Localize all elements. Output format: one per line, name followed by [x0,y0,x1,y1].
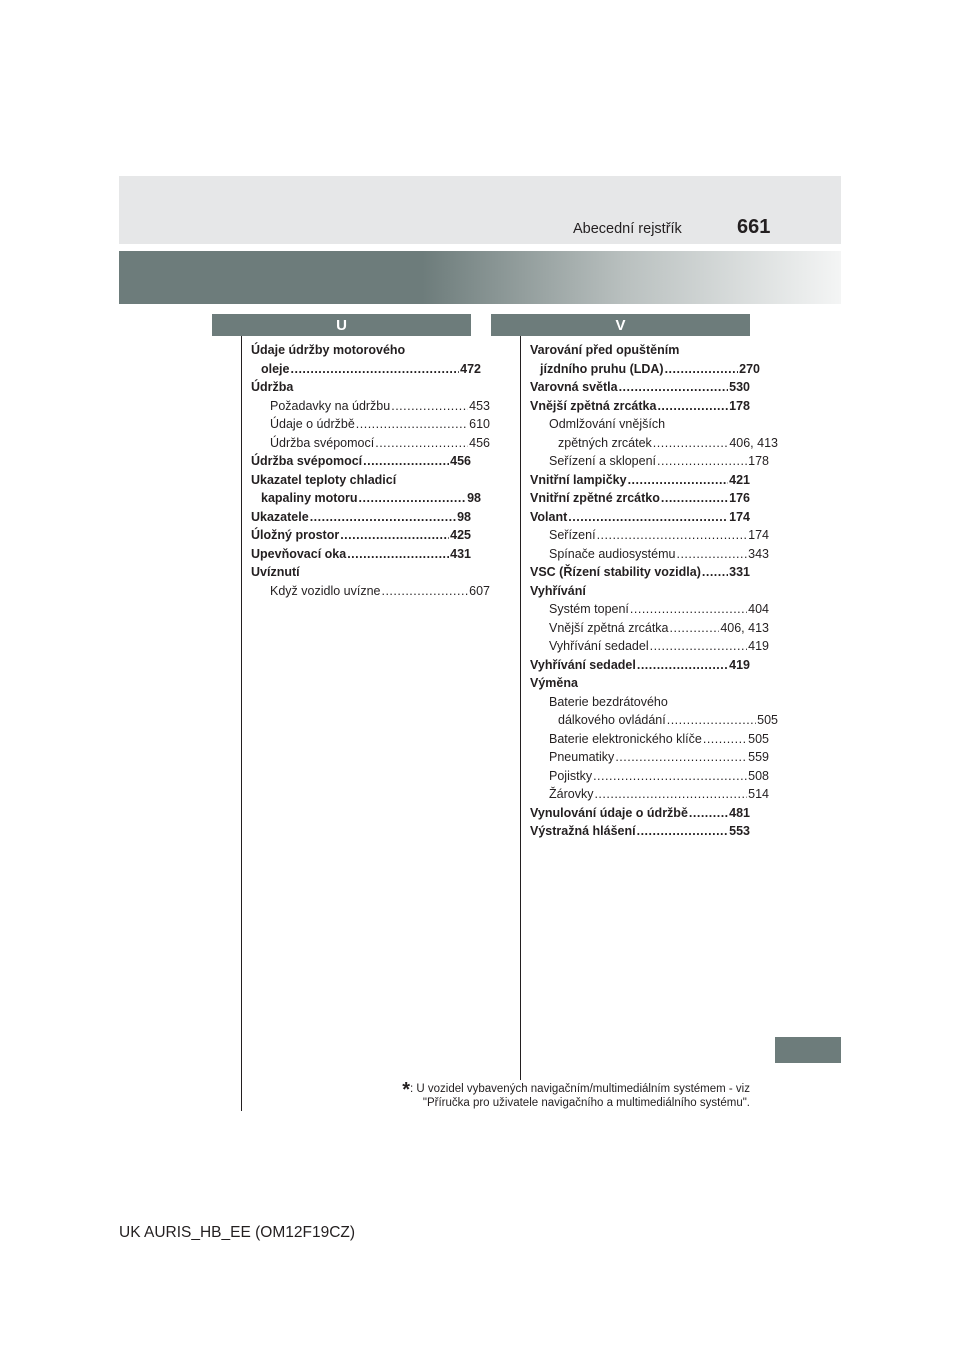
index-entry-term: Upevňovací oka [251,546,347,561]
index-entry [530,767,769,786]
index-entry-page: 456 [450,454,471,468]
index-entry [251,563,471,582]
index-entry-page: 98 [457,509,471,524]
index-entry [530,693,750,712]
dot-leader [363,452,449,471]
index-entry [530,748,769,767]
index-entry-page: 431 [450,546,471,561]
index-entry-page: 98 [467,491,481,505]
index-entry-page: 505 [757,713,778,727]
dot-leader [597,526,748,545]
index-column-u [251,341,490,600]
index-entry [530,637,769,656]
index-entry-page: 176 [729,491,750,505]
dot-leader [653,434,729,453]
index-entry-term: zpětných zrcátek [558,435,652,450]
index-entry [251,415,490,434]
index-entry [530,785,769,804]
index-entry-page: 508 [748,768,769,783]
index-entry [530,397,750,416]
dot-leader [391,397,468,416]
dot-leader [657,452,747,471]
index-entry [251,526,471,545]
dot-leader [310,508,456,527]
index-entry [530,656,750,675]
index-entry [530,360,760,379]
index-entry [530,434,778,453]
index-entry [251,397,490,416]
section-header-u: U [212,314,471,336]
index-entry-term: Údržba [251,380,294,394]
index-entry-term: VSC (Řízení stability vozidla) [530,565,701,579]
document-code: UK AURIS_HB_EE (OM12F19CZ) [119,1224,356,1241]
index-entry-term: Pojistky [549,768,593,783]
index-entry-page: 419 [729,657,750,672]
index-entry [530,545,769,564]
footnote-star: * [402,1079,410,1101]
index-entry [251,452,471,471]
index-entry-page: 404 [748,602,769,616]
dot-leader [657,397,728,416]
dot-leader [381,582,468,601]
index-entry-page: 530 [729,380,750,394]
index-entry-term: Vyhřívání [530,583,586,598]
index-entry-page: 178 [748,454,769,468]
dot-leader [340,526,449,545]
index-entry [530,711,778,730]
thumb-index-tab [775,1037,841,1063]
index-entry [530,341,750,360]
index-entry-page: 514 [748,787,769,801]
index-entry-page: 559 [748,750,769,764]
index-entry [530,600,769,619]
index-entry [251,545,471,564]
index-entry [251,582,490,601]
index-entry [530,471,750,490]
index-entry-page: 419 [748,639,769,653]
index-entry [530,563,750,582]
index-entry [251,471,471,490]
index-entry-term: Varování před opuštěním [530,343,680,357]
index-entry [251,360,481,379]
index-entry [251,489,481,508]
index-entry-term: Požadavky na údržbu [270,398,391,413]
index-entry-page: 607 [469,583,490,598]
index-entry-term: Údržba svépomocí [251,454,363,468]
index-entry-page: 331 [729,565,750,579]
index-entry-term: Údaje údržby motorového [251,343,406,357]
dot-leader [676,545,747,564]
index-entry-term: Vyhřívání sedadel [530,657,636,672]
dot-leader [630,600,747,619]
section-header-v: V [491,314,750,336]
index-entry-term: Volant [530,509,568,524]
index-entry-term: Údržba svépomocí [270,435,375,450]
column-divider-middle [520,336,521,1080]
index-entry [530,378,750,397]
footnote-line-2: "Příručka pro uživatele navigačního a multimediálního systému". [422,1097,750,1109]
index-entry [530,804,750,823]
index-entry [530,508,750,527]
index-entry [530,452,769,471]
index-entry-term: Ukazatele [251,509,309,524]
index-entry-page: 343 [748,546,769,561]
index-entry-term: Vnitřní lampičky [530,472,627,487]
dot-leader [703,730,747,749]
column-divider-left [241,336,242,1111]
index-entry-term: Vynulování údaje o údržbě [530,805,688,820]
dot-leader [667,711,756,730]
index-entry-page: 481 [729,805,750,820]
page-title: Abecední rejstřík [573,221,682,237]
index-entry-term: Baterie bezdrátového [549,694,668,709]
dot-leader [637,656,728,675]
dot-leader [661,489,728,508]
index-entry [530,822,750,841]
page-number: 661 [737,216,771,238]
index-entry-term: Úložný prostor [251,528,340,542]
dot-leader [359,489,467,508]
dot-leader [665,360,739,379]
index-entry-term: kapaliny motoru [261,491,358,505]
index-entry-page: 472 [460,361,481,376]
index-entry [530,415,750,434]
dot-leader [594,785,747,804]
index-entry [530,489,750,508]
index-entry-term: Systém topení [549,602,629,616]
dot-leader [689,804,728,823]
dot-leader [347,545,449,564]
index-entry-term: Baterie elektronického klíče [549,731,702,746]
index-entry-page: 406, 413 [720,620,769,635]
index-entry-term: Vnější zpětná zrcátka [530,398,657,413]
index-entry-term: Spínače audiosystému [549,546,676,561]
dot-leader [670,619,720,638]
index-entry-term: jízdního pruhu (LDA) [540,361,664,376]
index-entry-page: 425 [450,528,471,542]
index-entry-term: Když vozidlo uvízne [270,583,381,598]
index-entry-page: 174 [729,509,750,524]
dot-leader [356,415,468,434]
dot-leader [702,563,728,582]
index-entry-page: 456 [469,435,490,450]
index-entry-term: dálkového ovládání [558,713,666,727]
index-column-v [530,341,778,841]
dot-leader [650,637,748,656]
index-entry-page: 610 [469,417,490,431]
index-entry [530,674,750,693]
dot-leader [593,767,747,786]
index-entry-term: Vyhřívání sedadel [549,639,649,653]
index-entry-term: Vnější zpětná zrcátka [549,620,669,635]
index-entry [530,619,769,638]
dot-leader [291,360,460,379]
index-entry-page: 421 [729,472,750,487]
index-entry [530,526,769,545]
index-entry [251,508,471,527]
dot-leader [628,471,729,490]
dot-leader [615,748,747,767]
dot-leader [619,378,729,397]
index-entry-term: Výměna [530,676,578,690]
index-entry-page: 553 [729,824,750,838]
footnote-line-1: : U vozidel vybavených navigačním/multimediálním systémem - viz [409,1083,750,1095]
index-entry-term: Žárovky [549,787,594,801]
dot-leader [375,434,468,453]
index-entry [530,582,750,601]
index-entry-page: 178 [729,398,750,413]
index-entry [251,341,471,360]
index-entry-term: Ukazatel teploty chladicí [251,472,397,487]
index-entry-page: 453 [469,398,490,413]
index-entry-page: 505 [748,731,769,746]
index-entry-term: oleje [261,361,290,376]
decorative-gradient-band [119,251,841,304]
index-entry [251,378,471,397]
index-entry-term: Varovná světla [530,380,618,394]
index-entry-page: 174 [748,528,769,542]
index-entry-term: Pneumatiky [549,750,615,764]
index-entry-term: Uvíznutí [251,565,300,579]
dot-leader [568,508,728,527]
index-entry-term: Seřízení a sklopení [549,454,657,468]
dot-leader [637,822,729,841]
index-entry-page: 270 [739,361,760,376]
index-entry-page: 406, 413 [729,435,778,450]
index-entry [530,730,769,749]
index-entry-term: Výstražná hlášení [530,824,636,838]
index-entry-term: Vnitřní zpětné zrcátko [530,491,660,505]
index-entry-term: Odmlžování vnějších [549,417,666,431]
footnote [250,1079,750,1110]
index-entry [251,434,490,453]
index-entry-term: Údaje o údržbě [270,417,355,431]
header-band [119,176,841,244]
index-entry-term: Seřízení [549,528,596,542]
